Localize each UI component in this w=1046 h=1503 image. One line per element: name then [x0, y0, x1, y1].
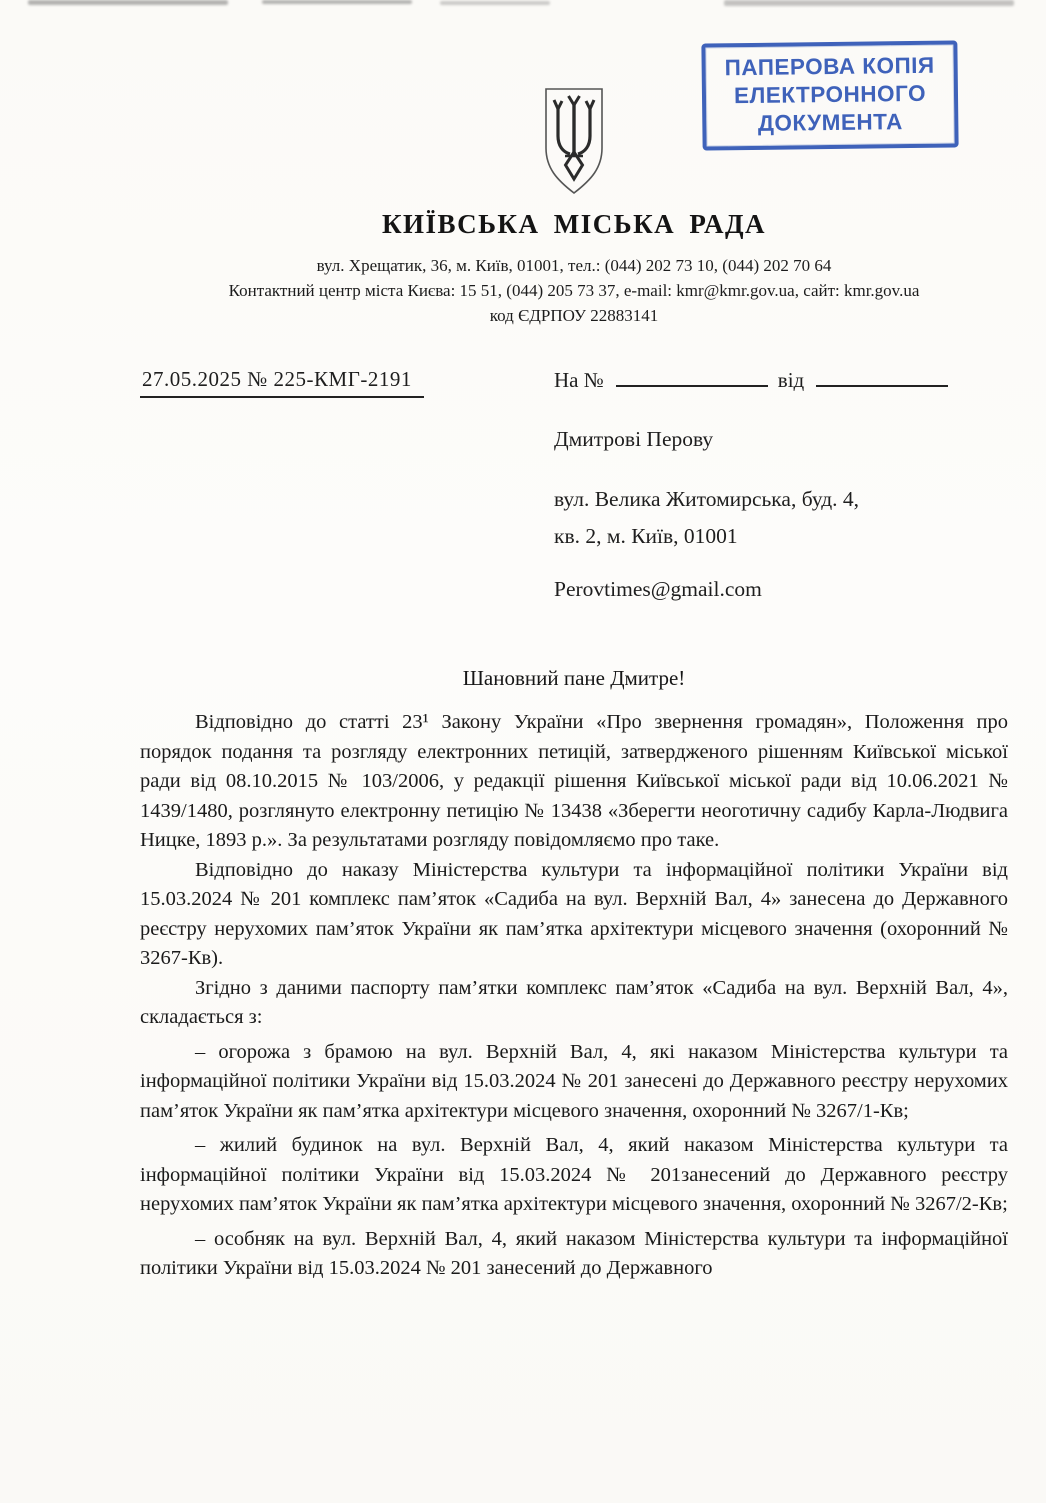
- scan-artifact: [28, 0, 228, 5]
- letter-body: [140, 708, 1008, 1284]
- recipient-name: Дмитрові Перову: [554, 427, 714, 451]
- reference-row: [140, 367, 1008, 399]
- outgoing-doc-number: 27.05.2025 № 225-КМГ-2191: [140, 367, 424, 398]
- reply-date-label: від: [777, 368, 805, 392]
- ukraine-trident-emblem: [541, 86, 607, 198]
- stamp-line-2: ЕЛЕКТРОННОГО: [733, 80, 927, 109]
- stamp-line-1: ПАПЕРОВА КОПІЯ: [724, 52, 935, 81]
- organization-address-block: [140, 253, 1008, 328]
- scan-artifact: [262, 0, 412, 4]
- organization-title: КИЇВСЬКА МІСЬКА РАДА: [381, 209, 767, 239]
- scan-artifact: [724, 0, 1014, 6]
- recipient-address: [554, 481, 1008, 555]
- org-address-line-2: Контактний центр міста Києва: 15 51, (044) 205 73 37, e-mail: kmr@kmr.gov.ua, сайт: kmr.gov.ua: [228, 281, 920, 300]
- scan-artifact: [440, 1, 550, 5]
- recipient-email: Perovtimes@gmail.com: [554, 577, 762, 601]
- recipient-block: [554, 426, 1008, 602]
- letter-paragraph-4-list-item: – огорожа з брамою на вул. Верхній Вал, 4, які наказом Міністерства культури та інформаційної політики України від 15.03.2024 № 201 занесені до Державного реєстру нерухомих пам’яток України як пам’ятка архітектури місцевого значення, охоронний № 3267/1-Кв;: [140, 1040, 1008, 1122]
- letter-paragraph-1: Відповідно до статті 23¹ Закону України «Про звернення громадян», Положення про порядок подання та розгляду електронних петицій, затвердженого рішенням Київської міської ради від 08.10.2015 № 103/2006, у редакції рішення Київської міської ради від 10.06.2021 № 1439/1480, розглянуто електронну петицію № 13438 «Зберегти неоготичну садибу Карла-Людвига Ницке, 1893 р.». За результатами розгляду повідомляємо про таке.: [140, 711, 1008, 851]
- recipient-address-line-2: кв. 2, м. Київ, 01001: [554, 524, 738, 548]
- reply-reference: [554, 367, 948, 393]
- letter-paragraph-5-list-item: – жилий будинок на вул. Верхній Вал, 4, який наказом Міністерства культури та інформаційної політики України від 15.03.2024 № 201занесений до Державного реєстру нерухомих пам’яток України як пам’ятка архітектури місцевого значення, охоронний № 3267/2-Кв;: [140, 1134, 1008, 1215]
- letter-paragraph-6-list-item: – особняк на вул. Верхній Вал, 4, який наказом Міністерства культури та інформаційної політики України від 15.03.2024 № 201 занесений до Державного: [140, 1227, 1008, 1279]
- paper-copy-stamp: [701, 40, 958, 150]
- stamp-line-3: ДОКУМЕНТА: [757, 109, 903, 136]
- reply-number-label: На №: [554, 368, 604, 392]
- reply-number-blank-line: [616, 367, 768, 387]
- reply-date-blank-line: [816, 367, 948, 387]
- org-address-line-1: вул. Хрещатик, 36, м. Київ, 01001, тел.: (044) 202 73 10, (044) 202 70 64: [316, 256, 832, 275]
- salutation: Шановний пане Дмитре!: [462, 666, 686, 690]
- letter-paragraph-2: Відповідно до наказу Міністерства культури та інформаційної політики України від 15.03.2024 № 201 комплекс пам’яток «Садиба на вул. Верхній Вал, 4» занесена до Державного реєстру нерухомих пам’яток України як пам’ятка архітектури місцевого значення (охоронний № 3267-Кв).: [140, 858, 1008, 969]
- letter-paragraph-3: Згідно з даними паспорту пам’ятки комплекс пам’яток «Садиба на вул. Верхній Вал, 4», складається з:: [140, 976, 1008, 1028]
- recipient-address-line-1: вул. Велика Житомирська, буд. 4,: [554, 487, 860, 511]
- org-edrpou-line: код ЄДРПОУ 22883141: [489, 306, 659, 325]
